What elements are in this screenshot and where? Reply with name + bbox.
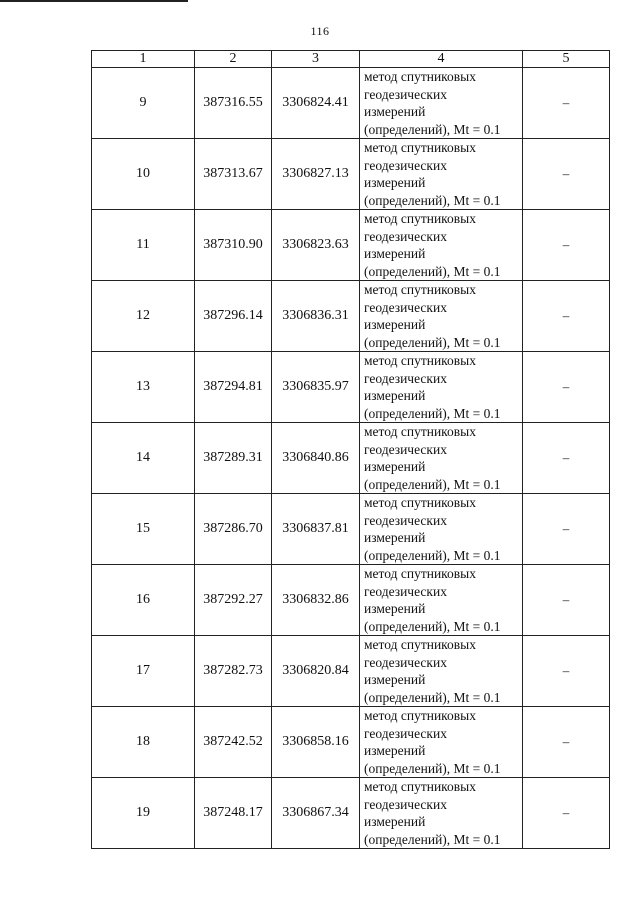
method-line: геодезических [364,654,447,670]
method-line: (определений), Mt = 0.1 [364,334,501,350]
method-cell [360,281,523,352]
method-line: измерений [364,459,426,474]
coord-y: 3306827.13 [272,139,360,210]
table-row [92,707,610,778]
method-line: метод спутниковых [364,708,476,723]
method-line: (определений), Mt = 0.1 [364,689,501,705]
table-header-row [92,51,610,68]
header-col-4: 4 [360,51,523,68]
coord-y: 3306824.41 [272,68,360,139]
method-line: геодезических [364,441,447,457]
col5-value: – [523,281,610,352]
header-col-2: 2 [195,51,272,68]
table-row [92,139,610,210]
method-cell [360,494,523,565]
point-number: 15 [92,494,195,565]
method-cell [360,68,523,139]
point-number: 14 [92,423,195,494]
top-rule [0,0,188,2]
coord-y: 3306840.86 [272,423,360,494]
method-line: метод спутниковых [364,282,476,297]
method-line: геодезических [364,512,447,528]
method-line: (определений), Mt = 0.1 [364,263,501,279]
coord-y: 3306832.86 [272,565,360,636]
method-line: метод спутниковых [364,424,476,439]
point-number: 17 [92,636,195,707]
method-line: (определений), Mt = 0.1 [364,618,501,634]
table-row [92,423,610,494]
method-line: геодезических [364,370,447,386]
point-number: 11 [92,210,195,281]
method-line: измерений [364,246,426,261]
method-line: измерений [364,388,426,403]
method-line: метод спутниковых [364,140,476,155]
method-line: метод спутниковых [364,495,476,510]
table-row [92,352,610,423]
coord-x: 387313.67 [195,139,272,210]
method-cell [360,707,523,778]
method-line: измерений [364,814,426,829]
point-number: 12 [92,281,195,352]
method-cell [360,565,523,636]
method-line: (определений), Mt = 0.1 [364,760,501,776]
method-line: (определений), Mt = 0.1 [364,121,501,137]
col5-value: – [523,565,610,636]
coord-y: 3306823.63 [272,210,360,281]
method-line: (определений), Mt = 0.1 [364,476,501,492]
method-line: геодезических [364,86,447,102]
header-col-5: 5 [523,51,610,68]
coord-y: 3306867.34 [272,778,360,849]
table-row [92,636,610,707]
point-number: 16 [92,565,195,636]
coord-x: 387296.14 [195,281,272,352]
method-line: (определений), Mt = 0.1 [364,192,501,208]
method-cell [360,139,523,210]
col5-value: – [523,778,610,849]
method-line: метод спутниковых [364,211,476,226]
table-row [92,281,610,352]
method-cell [360,423,523,494]
coord-y: 3306836.31 [272,281,360,352]
table-row [92,68,610,139]
method-line: измерений [364,743,426,758]
col5-value: – [523,494,610,565]
method-line: метод спутниковых [364,353,476,368]
col5-value: – [523,707,610,778]
method-line: измерений [364,672,426,687]
header-col-1: 1 [92,51,195,68]
coord-x: 387310.90 [195,210,272,281]
col5-value: – [523,210,610,281]
coordinates-table [91,50,610,849]
coord-y: 3306820.84 [272,636,360,707]
method-line: метод спутниковых [364,779,476,794]
coord-y: 3306858.16 [272,707,360,778]
method-cell [360,352,523,423]
method-line: геодезических [364,299,447,315]
col5-value: – [523,423,610,494]
coord-x: 387294.81 [195,352,272,423]
method-line: геодезических [364,796,447,812]
col5-value: – [523,352,610,423]
coord-x: 387292.27 [195,565,272,636]
col5-value: – [523,139,610,210]
method-line: геодезических [364,725,447,741]
col5-value: – [523,636,610,707]
table-row [92,778,610,849]
method-cell [360,778,523,849]
point-number: 18 [92,707,195,778]
table-row [92,494,610,565]
method-line: геодезических [364,583,447,599]
coord-y: 3306835.97 [272,352,360,423]
coord-x: 387316.55 [195,68,272,139]
table-row [92,565,610,636]
point-number: 13 [92,352,195,423]
method-line: (определений), Mt = 0.1 [364,831,501,847]
point-number: 19 [92,778,195,849]
method-line: метод спутниковых [364,69,476,84]
table-row [92,210,610,281]
method-line: измерений [364,104,426,119]
method-line: метод спутниковых [364,566,476,581]
header-col-3: 3 [272,51,360,68]
method-cell [360,636,523,707]
coord-x: 387289.31 [195,423,272,494]
coord-x: 387282.73 [195,636,272,707]
coord-x: 387242.52 [195,707,272,778]
coord-x: 387248.17 [195,778,272,849]
method-line: измерений [364,317,426,332]
point-number: 10 [92,139,195,210]
method-cell [360,210,523,281]
method-line: (определений), Mt = 0.1 [364,405,501,421]
col5-value: – [523,68,610,139]
method-line: геодезических [364,157,447,173]
page-number: 116 [310,24,330,38]
method-line: (определений), Mt = 0.1 [364,547,501,563]
method-line: измерений [364,601,426,616]
coord-y: 3306837.81 [272,494,360,565]
coord-x: 387286.70 [195,494,272,565]
method-line: измерений [364,175,426,190]
method-line: геодезических [364,228,447,244]
point-number: 9 [92,68,195,139]
method-line: измерений [364,530,426,545]
method-line: метод спутниковых [364,637,476,652]
